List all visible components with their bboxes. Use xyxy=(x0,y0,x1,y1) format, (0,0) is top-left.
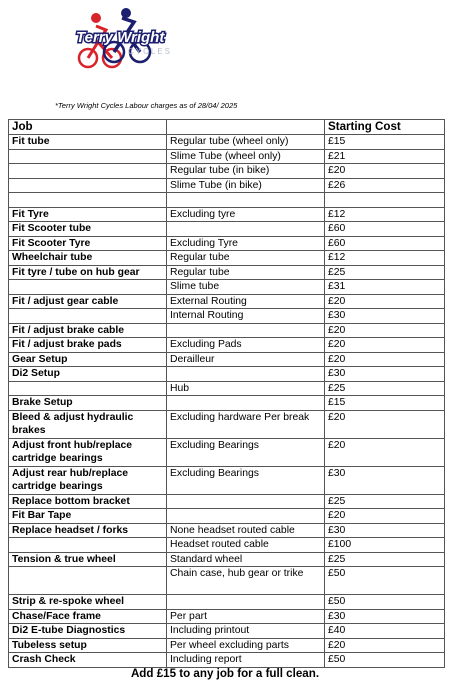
row-cost: £20 xyxy=(325,509,445,524)
row-job xyxy=(9,164,167,179)
row-job: Fit Scooter tube xyxy=(9,222,167,237)
row-cost: £12 xyxy=(325,251,445,266)
table-row xyxy=(9,609,445,624)
row-detail: Excluding Bearings xyxy=(167,438,325,466)
row-detail: None headset routed cable xyxy=(167,523,325,538)
row-cost: £26 xyxy=(325,178,445,193)
table-row xyxy=(9,466,445,494)
row-job xyxy=(9,149,167,164)
row-cost: £50 xyxy=(325,595,445,610)
table-row xyxy=(9,653,445,668)
table-row xyxy=(9,193,445,208)
table-row xyxy=(9,309,445,324)
table-row xyxy=(9,381,445,396)
row-job: Fit / adjust brake pads xyxy=(9,338,167,353)
row-cost: £30 xyxy=(325,309,445,324)
row-job xyxy=(9,567,167,595)
row-detail: Hub xyxy=(167,381,325,396)
row-job: Wheelchair tube xyxy=(9,251,167,266)
row-cost: £25 xyxy=(325,381,445,396)
table-row xyxy=(9,367,445,382)
row-cost: £15 xyxy=(325,396,445,411)
row-cost: £15 xyxy=(325,135,445,150)
row-cost: £30 xyxy=(325,523,445,538)
labour-charges-note: *Terry Wright Cycles Labour charges as of 28/04/ 2025 xyxy=(55,101,238,110)
row-detail: External Routing xyxy=(167,294,325,309)
row-job: Di2 E-tube Diagnostics xyxy=(9,624,167,639)
row-cost: £25 xyxy=(325,265,445,280)
row-detail xyxy=(167,222,325,237)
row-job: Fit Scooter Tyre xyxy=(9,236,167,251)
row-cost: £20 xyxy=(325,638,445,653)
row-detail: Per part xyxy=(167,609,325,624)
table-row xyxy=(9,323,445,338)
table-row xyxy=(9,164,445,179)
table-row xyxy=(9,265,445,280)
table-row xyxy=(9,294,445,309)
row-cost: £30 xyxy=(325,466,445,494)
table-row xyxy=(9,509,445,524)
price-table xyxy=(8,119,445,668)
row-cost: £20 xyxy=(325,352,445,367)
table-row xyxy=(9,207,445,222)
row-detail: Per wheel excluding parts xyxy=(167,638,325,653)
row-detail xyxy=(167,509,325,524)
table-row xyxy=(9,352,445,367)
row-detail: Excluding hardware Per break xyxy=(167,410,325,438)
row-job xyxy=(9,193,167,208)
logo-name: Terry Wright xyxy=(76,29,165,46)
row-detail: Standard wheel xyxy=(167,552,325,567)
row-detail: Slime Tube (wheel only) xyxy=(167,149,325,164)
row-job: Fit Tyre xyxy=(9,207,167,222)
row-job: Brake Setup xyxy=(9,396,167,411)
table-row xyxy=(9,523,445,538)
row-job: Fit / adjust brake cable xyxy=(9,323,167,338)
row-detail: Regular tube xyxy=(167,251,325,266)
row-job: Fit Bar Tape xyxy=(9,509,167,524)
row-detail: Excluding Bearings xyxy=(167,466,325,494)
row-job: Chase/Face frame xyxy=(9,609,167,624)
row-job: Strip & re-spoke wheel xyxy=(9,595,167,610)
row-cost: £60 xyxy=(325,222,445,237)
table-row xyxy=(9,222,445,237)
row-detail xyxy=(167,396,325,411)
table-row xyxy=(9,552,445,567)
row-job: Adjust rear hub/replace cartridge bearings xyxy=(9,466,167,494)
row-detail: Slime tube xyxy=(167,280,325,295)
row-job xyxy=(9,178,167,193)
row-detail: Including report xyxy=(167,653,325,668)
table-row xyxy=(9,135,445,150)
row-detail xyxy=(167,595,325,610)
row-cost: £12 xyxy=(325,207,445,222)
row-cost: £31 xyxy=(325,280,445,295)
row-cost: £50 xyxy=(325,567,445,595)
logo-subtitle: CYCLES xyxy=(128,47,173,56)
row-cost: £30 xyxy=(325,609,445,624)
row-job xyxy=(9,309,167,324)
row-detail: Chain case, hub gear or trike xyxy=(167,567,325,595)
row-detail: Regular tube (in bike) xyxy=(167,164,325,179)
row-job: Gear Setup xyxy=(9,352,167,367)
table-row xyxy=(9,638,445,653)
row-detail xyxy=(167,367,325,382)
row-job: Bleed & adjust hydraulic brakes xyxy=(9,410,167,438)
row-cost: £20 xyxy=(325,294,445,309)
table-row xyxy=(9,396,445,411)
cyclist-logo-icon xyxy=(68,8,188,70)
row-detail: Slime Tube (in bike) xyxy=(167,178,325,193)
row-job: Crash Check xyxy=(9,653,167,668)
row-detail: Excluding tyre xyxy=(167,207,325,222)
row-job: Tubeless setup xyxy=(9,638,167,653)
row-detail xyxy=(167,494,325,509)
table-row xyxy=(9,410,445,438)
row-job xyxy=(9,381,167,396)
table-row xyxy=(9,567,445,595)
table-header-row xyxy=(9,120,445,135)
row-job: Fit tube xyxy=(9,135,167,150)
full-clean-footer: Add £15 to any job for a full clean. xyxy=(130,667,320,680)
row-detail: Internal Routing xyxy=(167,309,325,324)
table-row xyxy=(9,338,445,353)
table-row xyxy=(9,178,445,193)
row-job: Replace bottom bracket xyxy=(9,494,167,509)
header-detail xyxy=(167,120,325,135)
row-detail xyxy=(167,193,325,208)
row-detail: Excluding Pads xyxy=(167,338,325,353)
table-row xyxy=(9,494,445,509)
row-job: Fit / adjust gear cable xyxy=(9,294,167,309)
row-cost: £25 xyxy=(325,494,445,509)
table-row xyxy=(9,538,445,553)
row-cost: £30 xyxy=(325,367,445,382)
row-detail: Derailleur xyxy=(167,352,325,367)
row-cost: £21 xyxy=(325,149,445,164)
table-row xyxy=(9,251,445,266)
row-detail: Excluding Tyre xyxy=(167,236,325,251)
row-detail xyxy=(167,323,325,338)
header-job: Job xyxy=(9,120,167,135)
row-cost: £20 xyxy=(325,164,445,179)
row-cost: £50 xyxy=(325,653,445,668)
row-job: Adjust front hub/replace cartridge bearings xyxy=(9,438,167,466)
row-cost: £20 xyxy=(325,323,445,338)
row-detail: Including printout xyxy=(167,624,325,639)
row-cost xyxy=(325,193,445,208)
row-detail: Regular tube (wheel only) xyxy=(167,135,325,150)
table-row xyxy=(9,149,445,164)
row-cost: £60 xyxy=(325,236,445,251)
header-starting-cost: Starting Cost xyxy=(325,120,445,135)
row-detail: Headset routed cable xyxy=(167,538,325,553)
row-job xyxy=(9,538,167,553)
row-detail: Regular tube xyxy=(167,265,325,280)
row-job: Fit tyre / tube on hub gear xyxy=(9,265,167,280)
row-cost: £25 xyxy=(325,552,445,567)
price-rows xyxy=(9,135,445,668)
row-job: Di2 Setup xyxy=(9,367,167,382)
row-cost: £100 xyxy=(325,538,445,553)
row-cost: £20 xyxy=(325,338,445,353)
brand-logo xyxy=(68,8,188,70)
row-cost: £20 xyxy=(325,410,445,438)
row-cost: £40 xyxy=(325,624,445,639)
row-job xyxy=(9,280,167,295)
table-row xyxy=(9,438,445,466)
table-row xyxy=(9,595,445,610)
row-job: Tension & true wheel xyxy=(9,552,167,567)
row-job: Replace headset / forks xyxy=(9,523,167,538)
table-row xyxy=(9,624,445,639)
table-row xyxy=(9,236,445,251)
table-row xyxy=(9,280,445,295)
row-cost: £20 xyxy=(325,438,445,466)
